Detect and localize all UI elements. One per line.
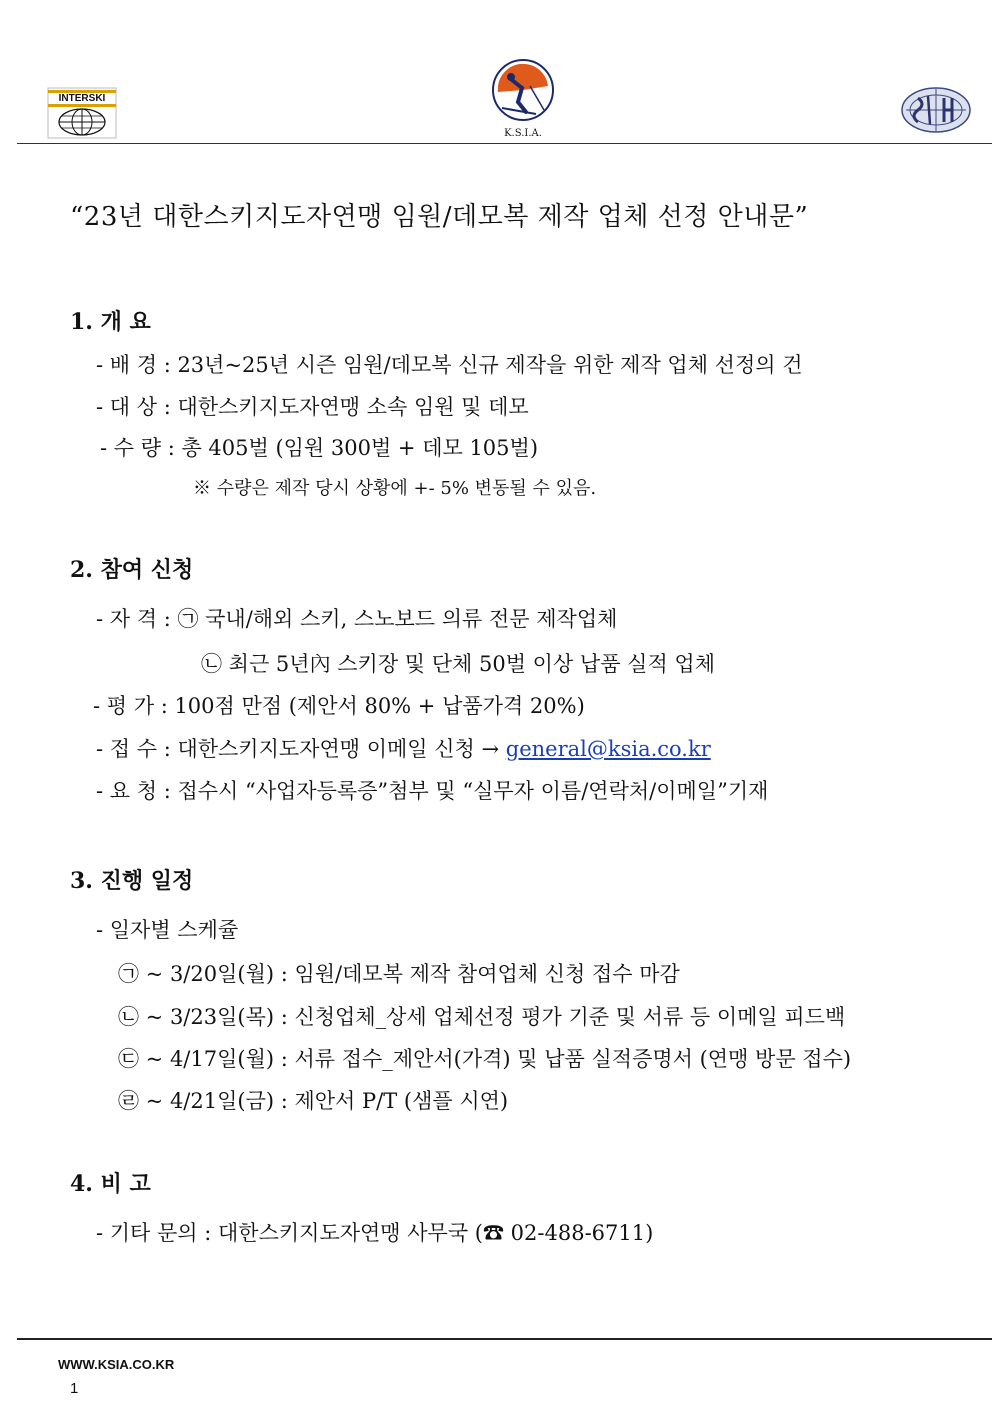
schedule-item-2: ㉡ ~ 3/23일(목) : 신청업체_상세 업체선정 평가 기준 및 서류 등 이메일 피드백 — [118, 1005, 846, 1029]
section-2-line-submission — [96, 733, 711, 763]
interski-logo — [46, 86, 118, 140]
schedule-item-1: ㉠ ~ 3/20일(월) : 임원/데모복 제작 참여업체 신청 접수 마감 — [118, 962, 680, 986]
section-2-heading: 2. 참여 신청 — [70, 557, 194, 583]
email-link[interactable]: general@ksia.co.kr — [505, 737, 711, 761]
interski-label: INTERSKI — [58, 93, 106, 104]
section-1-heading: 1. 개 요 — [70, 309, 151, 335]
header-divider — [17, 143, 992, 144]
section-4-line-contact: - 기타 문의 : 대한스키지도자연맹 사무국 (☎ 02-488-6711) — [96, 1221, 654, 1245]
section-1-line-quantity: - 수 량 : 총 405벌 (임원 300벌 + 데모 105벌) — [100, 436, 539, 460]
section-2-line-qualification-2: ㉡ 최근 5년內 스키장 및 단체 50벌 이상 납품 실적 업체 — [201, 652, 715, 676]
section-2-line-evaluation: - 평 가 : 100점 만점 (제안서 80% + 납품가격 20%) — [93, 694, 585, 718]
section-3-line-schedule-label: - 일자별 스케쥴 — [96, 918, 239, 942]
schedule-item-4: ㉣ ~ 4/21일(금) : 제안서 P/T (샘플 시연) — [118, 1089, 509, 1113]
section-1-note: ※ 수량은 제작 당시 상황에 +- 5% 변동될 수 있음. — [193, 478, 597, 499]
ksia-logo — [484, 56, 562, 140]
section-2-line-request: - 요 청 : 접수시 “사업자등록증”첨부 및 “실무자 이름/연락처/이메일”기재 — [96, 779, 769, 803]
ksia-label: K.S.I.A. — [504, 128, 542, 139]
section-3-heading: 3. 진행 일정 — [70, 868, 194, 894]
footer-website[interactable]: WWW.KSIA.CO.KR — [58, 1357, 175, 1372]
submission-text: - 접 수 : 대한스키지도자연맹 이메일 신청 → — [96, 737, 506, 761]
ksia-emblem-logo — [898, 84, 974, 136]
footer-divider — [17, 1338, 992, 1340]
section-1-line-background: - 배 경 : 23년~25년 시즌 임원/데모복 신규 제작을 위한 제작 업체 선정의 건 — [96, 353, 803, 377]
section-4-heading: 4. 비 고 — [70, 1171, 151, 1197]
page-number: 1 — [70, 1380, 79, 1397]
section-1-line-target: - 대 상 : 대한스키지도자연맹 소속 임원 및 데모 — [96, 395, 529, 419]
document-header — [0, 0, 992, 145]
schedule-item-3: ㉢ ~ 4/17일(월) : 서류 접수_제안서(가격) 및 납품 실적증명서 (연맹 방문 접수) — [118, 1047, 852, 1071]
document-title: “23년 대한스키지도자연맹 임원/데모복 제작 업체 선정 안내문” — [70, 202, 809, 232]
section-2-line-qualification: - 자 격 : ㉠ 국내/해외 스키, 스노보드 의류 전문 제작업체 — [96, 607, 618, 631]
